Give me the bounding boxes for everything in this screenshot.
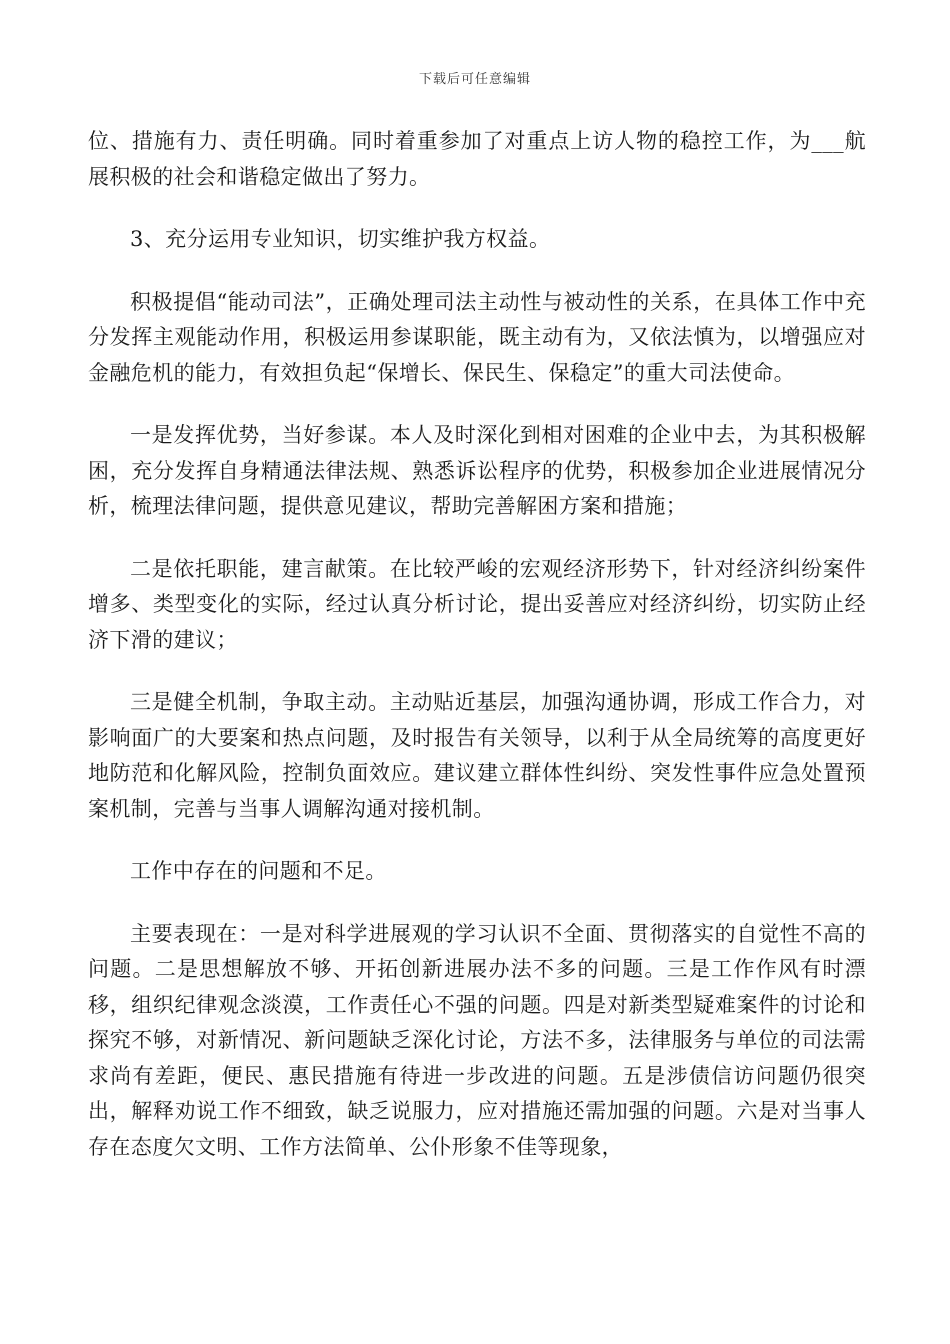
paragraph-problems-detail: 主要表现在：一是对科学进展观的学习认识不全面、贯彻落实的自觉性不高的问题。二是思想解放不够、开拓创新进展办法不多的问题。三是工作作风有时漂移，组织纪律观念淡漠，工作责任心不强的问题。四是对新类型疑难案件的讨论和探究不够，对新情况、新问题缺乏深化讨论，方法不多，法律服务与单位的司法需求尚有差距，便民、惠民措施有待进一步改进的问题。五是涉债信访问题仍很突出，解释劝说工作不细致，缺乏说服力，应对措施还需加强的问题。六是对当事人存在态度欠文明、工作方法简单、公仆形象不佳等现象，	[88, 921, 866, 1159]
document-body	[88, 124, 866, 1192]
paragraph-point-one: 一是发挥优势，当好参谋。本人及时深化到相对困难的企业中去，为其积极解困，充分发挥自身精通法律法规、熟悉诉讼程序的优势，积极参加企业进展情况分析，梳理法律问题，提供意见建议，帮助完善解困方案和措施；	[88, 423, 866, 518]
paragraph-problems-heading: 工作中存在的问题和不足。	[130, 859, 387, 883]
paragraph-section-heading-3: 3、充分运用专业知识，切实维护我方权益。	[130, 227, 551, 251]
page-header-note: 下载后可任意编辑	[418, 72, 531, 87]
paragraph-point-two: 二是依托职能，建言献策。在比较严峻的宏观经济形势下，针对经济纠纷案件增多、类型变化的实际，经过认真分析讨论，提出妥善应对经济纠纷，切实防止经济下滑的建议；	[88, 556, 866, 652]
paragraph-continuation: 位、措施有力、责任明确。同时着重参加了对重点上访人物的稳控工作，为___航展积极的社会和谐稳定做出了努力。	[88, 129, 866, 189]
paragraph-point-three: 三是健全机制，争取主动。主动贴近基层，加强沟通协调，形成工作合力，对影响面广的大要案和热点问题，及时报告有关领导，以利于从全局统筹的高度更好地防范和化解风险，控制负面效应。建议建立群体性纠纷、突发性事件应急处置预案机制，完善与当事人调解沟通对接机制。	[88, 690, 866, 821]
paragraph-active-justice: 积极提倡“能动司法”，正确处理司法主动性与被动性的关系，在具体工作中充分发挥主观能动作用，积极运用参谋职能，既主动有为，又依法慎为，以增强应对金融危机的能力，有效担负起“保增长、保民生、保稳定”的重大司法使命。	[88, 289, 866, 385]
